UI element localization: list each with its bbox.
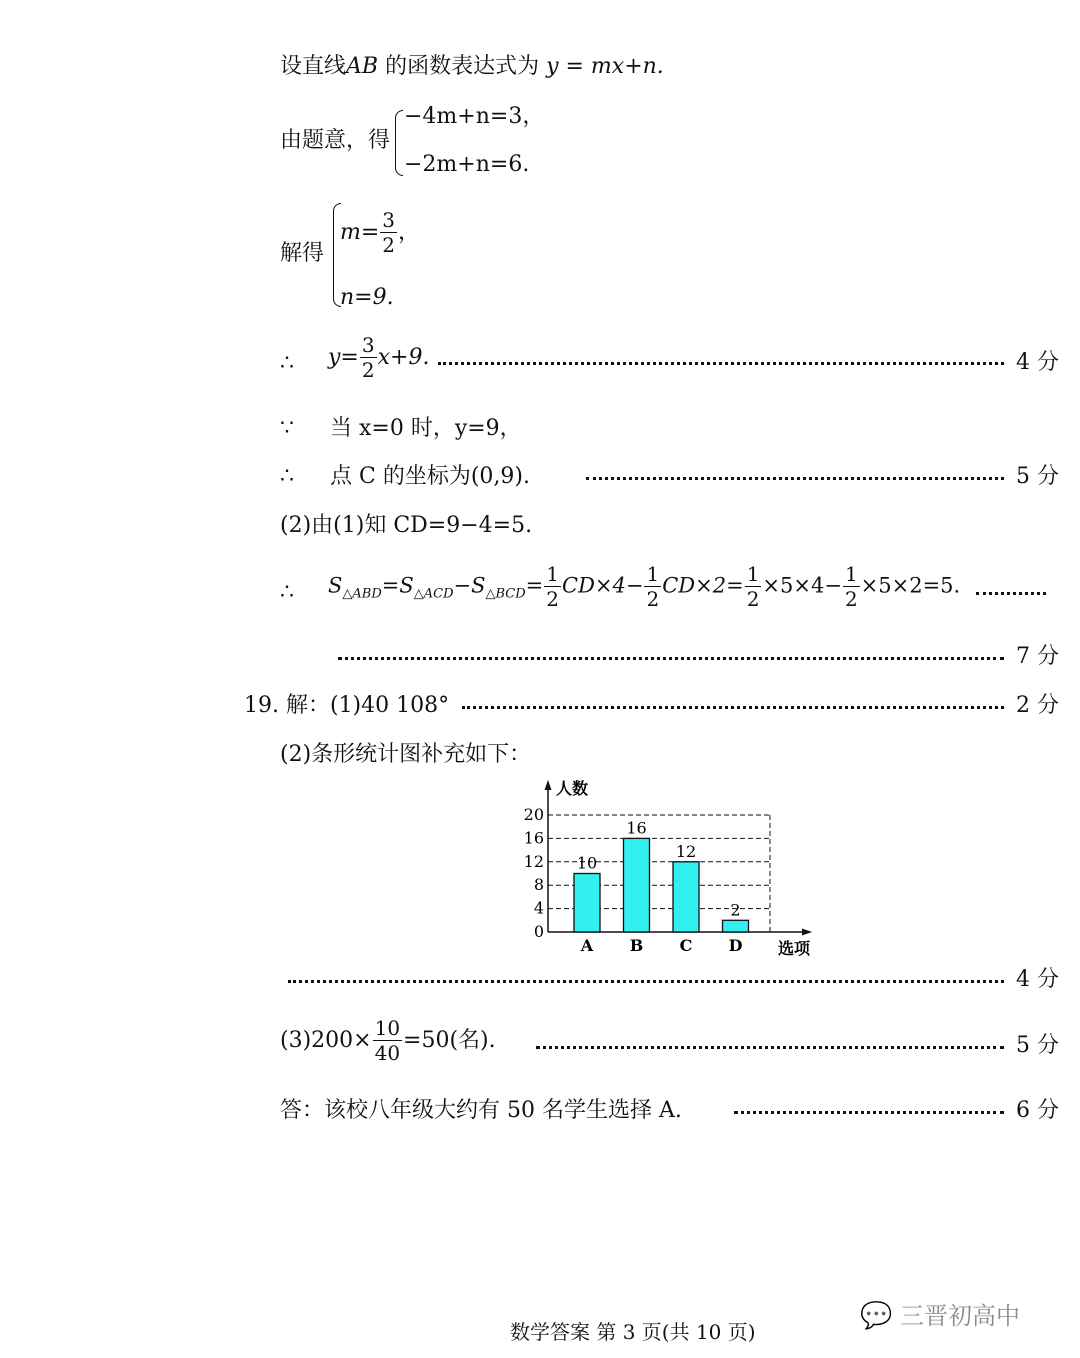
numerator: 1 <box>546 562 560 586</box>
s-symbol: S <box>328 573 343 598</box>
denominator: 2 <box>844 587 858 611</box>
dotted-leader <box>734 1111 1004 1114</box>
y-tick-label: 4 <box>533 898 544 918</box>
denominator: 2 <box>746 587 760 611</box>
line-when-x0: 当 x=0 时，y=9， <box>330 416 522 441</box>
text: =50(名). <box>403 1028 496 1053</box>
x-axis-arrow <box>802 929 812 936</box>
y-label: y= <box>328 345 359 370</box>
fraction <box>544 564 561 610</box>
x-axis-label: 选项 <box>778 939 811 958</box>
y-tick-label: 0 <box>533 922 544 941</box>
fraction <box>644 564 661 610</box>
line-function-result <box>328 335 429 381</box>
bar-a <box>574 874 600 933</box>
category-label: D <box>728 936 743 955</box>
line-solve-label: 解得 <box>280 241 325 266</box>
denominator: 2 <box>382 233 396 257</box>
dotted-leader <box>338 657 1004 660</box>
line-point-c: 点 C 的坐标为(0,9). <box>330 464 530 489</box>
subscript: △BCD <box>485 586 526 602</box>
y-axis-arrow <box>545 780 552 790</box>
fraction <box>745 564 762 610</box>
watermark <box>860 1296 1020 1331</box>
dotted-leader <box>462 706 1004 709</box>
y-tick-label: 12 <box>523 851 544 871</box>
m-label: m= <box>340 220 380 245</box>
fraction <box>373 1018 402 1064</box>
y-tick-label: 20 <box>523 805 544 824</box>
line-q19-part2: (2)条形统计图补充如下： <box>280 742 532 767</box>
data-label: 2 <box>730 900 741 920</box>
fraction <box>360 335 377 381</box>
watermark-text: 三晋初高中 <box>900 1302 1021 1330</box>
line-part2-cd: (2)由(1)知 CD=9−4=5. <box>280 513 533 538</box>
therefore-symbol: ∴ <box>280 580 294 605</box>
line-part3-calc <box>280 1018 496 1064</box>
score-2: 2 分 <box>1016 693 1059 718</box>
system-eq-1: −4m+n=3， <box>404 104 545 129</box>
dotted-leader <box>976 592 1046 595</box>
text-ab: AB <box>346 54 379 79</box>
category-label: C <box>679 936 693 955</box>
text: = <box>525 573 544 598</box>
y-tick-label: 8 <box>533 875 544 895</box>
line-q19-part1: 19. 解：(1)40 108° <box>244 693 450 718</box>
text: ×5×2=5. <box>860 573 961 598</box>
numerator: 3 <box>361 333 375 357</box>
score-6: 6 分 <box>1016 1098 1059 1123</box>
therefore-symbol: ∴ <box>280 351 294 376</box>
line-set-function <box>280 56 664 78</box>
wechat-icon: 💬 <box>860 1301 893 1331</box>
dotted-leader <box>536 1046 1004 1049</box>
numerator: 3 <box>382 208 396 232</box>
numerator: 10 <box>374 1016 401 1040</box>
page-footer: 数学答案 第 3 页(共 10 页) <box>510 1320 756 1344</box>
text: ×5×4− <box>762 573 842 598</box>
numerator: 1 <box>646 562 660 586</box>
y-axis-label: 人数 <box>556 779 589 798</box>
denominator: 2 <box>361 358 375 382</box>
denominator: 2 <box>646 587 660 611</box>
equation: y = mx+n. <box>546 54 664 79</box>
bar-b <box>624 838 650 932</box>
dotted-leader <box>438 362 1004 365</box>
line-answer: 答：该校八年级大约有 50 名学生选择 A. <box>280 1098 682 1123</box>
denominator: 40 <box>374 1041 401 1065</box>
text: CD×4− <box>562 573 644 598</box>
rest: x+9. <box>377 345 430 370</box>
bar-d <box>723 920 749 932</box>
text: 设直线 <box>280 54 347 79</box>
numerator: 1 <box>746 562 760 586</box>
system-eq-2: −2m+n=6. <box>404 152 530 177</box>
text: (3)200× <box>280 1028 372 1053</box>
score-5-b: 5 分 <box>1016 1033 1059 1058</box>
fraction <box>843 564 860 610</box>
score-5-a: 5 分 <box>1016 464 1059 489</box>
numerator: 1 <box>844 562 858 586</box>
text: 的函数表达式为 <box>378 54 547 79</box>
dotted-leader <box>586 477 1004 480</box>
data-label: 12 <box>675 841 697 861</box>
text: =S <box>381 573 414 598</box>
therefore-symbol: ∴ <box>280 464 294 489</box>
bar-c <box>673 862 699 932</box>
bar-chart <box>510 772 830 964</box>
line-area-calc <box>328 564 960 610</box>
dotted-leader <box>288 980 1004 983</box>
category-label: B <box>629 936 644 955</box>
y-tick-label: 16 <box>523 828 544 848</box>
solution-m <box>340 210 420 256</box>
score-4-a: 4 分 <box>1016 350 1059 375</box>
subscript: △ACD <box>413 586 454 602</box>
subscript: △ABD <box>342 586 382 602</box>
solution-n: n=9. <box>340 285 394 310</box>
comma: ， <box>398 220 421 245</box>
category-label: A <box>580 936 594 955</box>
data-label: 16 <box>626 818 647 838</box>
line-system-label: 由题意，得 <box>280 128 391 153</box>
text: CD×2= <box>662 573 744 598</box>
left-brace <box>395 110 403 176</box>
text: −S <box>453 573 486 598</box>
score-4-b: 4 分 <box>1016 967 1059 992</box>
score-7: 7 分 <box>1016 644 1059 669</box>
because-symbol: ∵ <box>280 416 294 441</box>
data-label: 10 <box>576 853 598 873</box>
fraction <box>380 210 397 256</box>
denominator: 2 <box>546 587 560 611</box>
